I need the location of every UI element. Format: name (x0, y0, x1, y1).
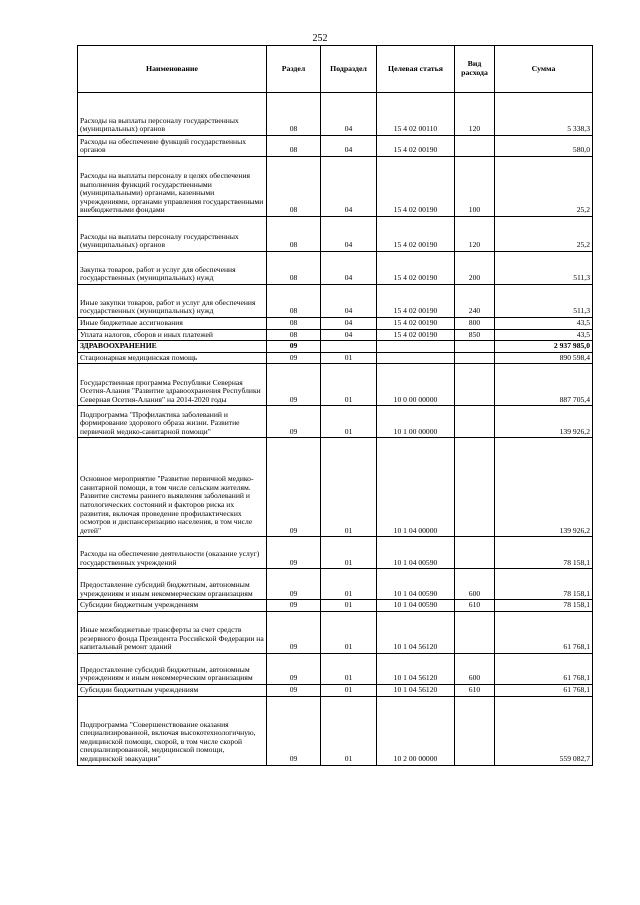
cell-podrazdel: 01 (321, 600, 377, 612)
cell-vid (455, 537, 495, 569)
cell-target: 15 4 02 00190 (377, 329, 455, 341)
cell-vid: 120 (455, 217, 495, 252)
cell-sum: 25,2 (495, 157, 593, 217)
cell-vid: 200 (455, 252, 495, 285)
cell-sum: 78 158,1 (495, 569, 593, 600)
cell-name: Основное мероприятие "Развитие первичной медико-санитарной помощи, в том числе сельским жителям. Развитие системы раннего выявления заболеваний и патологических состояний и факторов риска их развития, включая проведение профилактических осмотров и диспансеризацию населения, в том числе детей" (78, 438, 267, 537)
cell-podrazdel: 01 (321, 352, 377, 364)
table-row (78, 569, 593, 600)
cell-name: Государственная программа Республики Северная Осетия-Алания "Развитие здравоохранения Республики Северная Осетия-Алания" на 2014-2020 годы (78, 364, 267, 406)
cell-razdel: 09 (267, 696, 321, 765)
cell-podrazdel: 04 (321, 157, 377, 217)
cell-target (377, 341, 455, 353)
cell-razdel: 08 (267, 136, 321, 157)
header-name: Наименование (78, 46, 267, 93)
cell-name: Иные бюджетные ассигнования (78, 318, 267, 330)
table-row (78, 406, 593, 438)
cell-target: 10 2 00 00000 (377, 696, 455, 765)
cell-vid (455, 406, 495, 438)
cell-vid (455, 341, 495, 353)
cell-sum: 559 082,7 (495, 696, 593, 765)
cell-sum: 887 705,4 (495, 364, 593, 406)
cell-vid: 600 (455, 569, 495, 600)
cell-sum: 25,2 (495, 217, 593, 252)
cell-name: Предоставление субсидий бюджетным, автономным учреждениям и иным некоммерческим организациям (78, 569, 267, 600)
cell-name: Стационарная медицинская помощь (78, 352, 267, 364)
cell-podrazdel: 01 (321, 611, 377, 653)
cell-name: Иные межбюджетные трансферты за счет средств резервного фонда Президента Российской Федерации на капитальный ремонт зданий (78, 611, 267, 653)
cell-razdel: 09 (267, 600, 321, 612)
header-target: Целевая статья (377, 46, 455, 93)
cell-target: 15 4 02 00190 (377, 136, 455, 157)
cell-razdel: 08 (267, 318, 321, 330)
table-row (78, 285, 593, 318)
cell-name: Расходы на выплаты персоналу в целях обеспечения выполнения функций государственными (муниципальными) органами, казенными учреждениями, органами управления государственными внебюджетными фондами (78, 157, 267, 217)
table-row (78, 600, 593, 612)
cell-podrazdel: 04 (321, 93, 377, 136)
cell-sum: 61 768,1 (495, 684, 593, 696)
cell-vid (455, 438, 495, 537)
cell-target: 10 0 00 00000 (377, 364, 455, 406)
cell-target: 15 4 02 00190 (377, 252, 455, 285)
cell-vid: 240 (455, 285, 495, 318)
cell-sum: 43,5 (495, 318, 593, 330)
cell-podrazdel: 01 (321, 537, 377, 569)
cell-sum: 78 158,1 (495, 600, 593, 612)
cell-podrazdel: 04 (321, 217, 377, 252)
table-header-row (78, 46, 593, 93)
cell-vid: 610 (455, 684, 495, 696)
cell-name: Подпрограмма "Совершенствование оказания специализированной, включая высокотехнологичную, медицинской помощи, скорой, в том числе скорой специализированной, медицинской помощи, медицинской эвакуации" (78, 696, 267, 765)
cell-sum: 890 598,4 (495, 352, 593, 364)
table-row (78, 217, 593, 252)
cell-razdel: 09 (267, 537, 321, 569)
cell-vid: 600 (455, 653, 495, 684)
cell-target: 10 1 04 00590 (377, 600, 455, 612)
cell-name: Предоставление субсидий бюджетным, автономным учреждениям и иным некоммерческим организациям (78, 653, 267, 684)
cell-razdel: 08 (267, 93, 321, 136)
table-row (78, 329, 593, 341)
header-razdel: Раздел (267, 46, 321, 93)
table-row (78, 93, 593, 136)
cell-razdel: 09 (267, 341, 321, 353)
cell-podrazdel: 04 (321, 285, 377, 318)
cell-name: Закупка товаров, работ и услуг для обеспечения государственных (муниципальных) нужд (78, 252, 267, 285)
cell-name: Подпрограмма "Профилактика заболеваний и формирование здорового образа жизни. Развитие первичной медико-санитарной помощи" (78, 406, 267, 438)
cell-razdel: 09 (267, 438, 321, 537)
cell-razdel: 08 (267, 252, 321, 285)
table-row (78, 537, 593, 569)
cell-name: Расходы на обеспечение деятельности (оказание услуг) государственных учреждений (78, 537, 267, 569)
cell-target: 10 1 04 56120 (377, 611, 455, 653)
table-row (78, 252, 593, 285)
cell-name: ЗДРАВООХРАНЕНИЕ (78, 341, 267, 353)
cell-podrazdel: 04 (321, 252, 377, 285)
cell-podrazdel: 01 (321, 438, 377, 537)
cell-target: 10 1 04 00590 (377, 537, 455, 569)
cell-vid: 610 (455, 600, 495, 612)
cell-vid: 850 (455, 329, 495, 341)
cell-podrazdel: 01 (321, 696, 377, 765)
cell-sum: 43,5 (495, 329, 593, 341)
cell-target: 15 4 02 00190 (377, 285, 455, 318)
table-row (78, 438, 593, 537)
cell-sum: 511,3 (495, 285, 593, 318)
cell-podrazdel (321, 341, 377, 353)
cell-vid (455, 364, 495, 406)
table-row (78, 318, 593, 330)
cell-razdel: 08 (267, 217, 321, 252)
cell-sum: 139 926,2 (495, 406, 593, 438)
cell-target: 15 4 02 00110 (377, 93, 455, 136)
table-row (78, 157, 593, 217)
page-number: 252 (312, 33, 328, 44)
cell-target: 10 1 04 00000 (377, 438, 455, 537)
cell-podrazdel: 04 (321, 136, 377, 157)
cell-sum: 580,0 (495, 136, 593, 157)
cell-razdel: 08 (267, 285, 321, 318)
cell-vid (455, 611, 495, 653)
table-row (78, 696, 593, 765)
cell-podrazdel: 04 (321, 329, 377, 341)
cell-vid (455, 696, 495, 765)
cell-sum: 511,3 (495, 252, 593, 285)
table-row (78, 352, 593, 364)
cell-name: Расходы на обеспечение функций государственных органов (78, 136, 267, 157)
cell-name: Расходы на выплаты персоналу государственных (муниципальных) органов (78, 93, 267, 136)
header-vid: Вид расхода (455, 46, 495, 93)
cell-razdel: 08 (267, 329, 321, 341)
cell-razdel: 09 (267, 406, 321, 438)
cell-vid (455, 136, 495, 157)
cell-razdel: 09 (267, 364, 321, 406)
cell-name: Иные закупки товаров, работ и услуг для обеспечения государственных (муниципальных) нужд (78, 285, 267, 318)
cell-podrazdel: 01 (321, 684, 377, 696)
cell-target: 15 4 02 00190 (377, 217, 455, 252)
table-body (78, 93, 593, 766)
cell-target: 10 1 04 56120 (377, 684, 455, 696)
cell-razdel: 09 (267, 611, 321, 653)
cell-razdel: 09 (267, 569, 321, 600)
cell-sum: 61 768,1 (495, 653, 593, 684)
cell-name: Субсидии бюджетным учреждениям (78, 600, 267, 612)
cell-target: 10 1 04 00590 (377, 569, 455, 600)
cell-podrazdel: 01 (321, 653, 377, 684)
cell-target: 15 4 02 00190 (377, 157, 455, 217)
cell-podrazdel: 01 (321, 569, 377, 600)
cell-podrazdel: 01 (321, 364, 377, 406)
cell-sum: 139 926,2 (495, 438, 593, 537)
cell-vid (455, 352, 495, 364)
cell-vid: 800 (455, 318, 495, 330)
cell-sum: 61 768,1 (495, 611, 593, 653)
header-podrazdel: Подраздел (321, 46, 377, 93)
cell-target: 10 1 04 56120 (377, 653, 455, 684)
cell-vid: 120 (455, 93, 495, 136)
cell-sum: 78 158,1 (495, 537, 593, 569)
cell-razdel: 09 (267, 684, 321, 696)
cell-podrazdel: 04 (321, 318, 377, 330)
table-row (78, 364, 593, 406)
cell-podrazdel: 01 (321, 406, 377, 438)
table-row (78, 653, 593, 684)
cell-target: 10 1 00 00000 (377, 406, 455, 438)
table-row (78, 341, 593, 353)
table-row (78, 136, 593, 157)
cell-name: Расходы на выплаты персоналу государственных (муниципальных) органов (78, 217, 267, 252)
cell-target: 15 4 02 00190 (377, 318, 455, 330)
cell-vid: 100 (455, 157, 495, 217)
cell-razdel: 09 (267, 352, 321, 364)
table-row (78, 611, 593, 653)
cell-name: Уплата налогов, сборов и иных платежей (78, 329, 267, 341)
cell-target (377, 352, 455, 364)
cell-sum: 5 338,3 (495, 93, 593, 136)
cell-sum: 2 937 985,0 (495, 341, 593, 353)
cell-razdel: 09 (267, 653, 321, 684)
cell-name: Субсидии бюджетным учреждениям (78, 684, 267, 696)
budget-table (77, 45, 593, 766)
cell-razdel: 08 (267, 157, 321, 217)
header-sum: Сумма (495, 46, 593, 93)
table-row (78, 684, 593, 696)
